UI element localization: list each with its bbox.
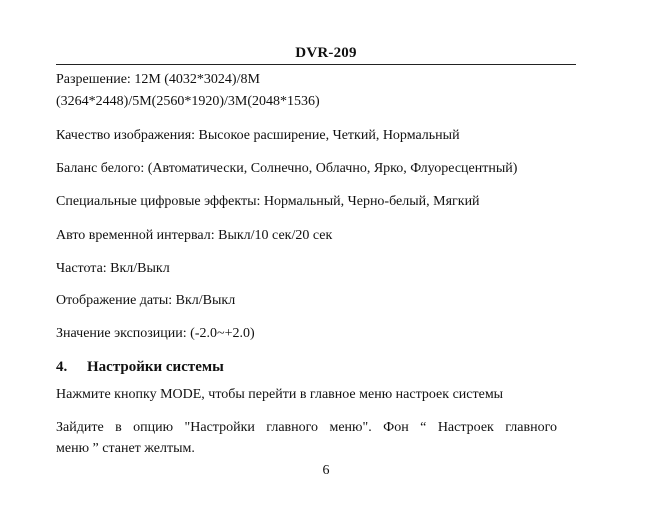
spec-resolution-line-1: Разрешение: 12M (4032*3024)/8M bbox=[56, 72, 260, 87]
spec-frequency: Частота: Вкл/Выкл bbox=[56, 261, 170, 276]
section-number: 4. bbox=[56, 359, 68, 375]
section-title: Настройки системы bbox=[87, 359, 224, 375]
spec-digital-effects: Специальные цифровые эффекты: Нормальный, Черно-белый, Мягкий bbox=[56, 194, 480, 209]
spec-date-display: Отображение даты: Вкл/Выкл bbox=[56, 293, 236, 308]
section-heading bbox=[56, 358, 224, 376]
paragraph-mode-button: Нажмите кнопку MODE, чтобы перейти в главное меню настроек системы bbox=[56, 387, 504, 402]
paragraph-main-menu-line-1: Зайдите в опцию "Настройки главного меню". Фон “ Настроек главного bbox=[56, 420, 557, 435]
page-header-title: DVR-209 bbox=[295, 45, 357, 61]
spec-white-balance: Баланс белого: (Автоматически, Солнечно, Облачно, Ярко, Флуоресцентный) bbox=[56, 161, 518, 176]
spec-exposure: Значение экспозиции: (-2.0~+2.0) bbox=[56, 326, 255, 341]
spec-resolution-line-2: (3264*2448)/5M(2560*1920)/3M(2048*1536) bbox=[56, 94, 320, 109]
paragraph-main-menu-line-2: меню ” станет желтым. bbox=[56, 441, 195, 456]
page-number: 6 bbox=[322, 463, 330, 478]
header-divider bbox=[56, 64, 576, 65]
spec-auto-interval: Авто временной интервал: Выкл/10 сек/20 сек bbox=[56, 228, 333, 243]
spec-image-quality: Качество изображения: Высокое расширение, Четкий, Нормальный bbox=[56, 128, 460, 143]
